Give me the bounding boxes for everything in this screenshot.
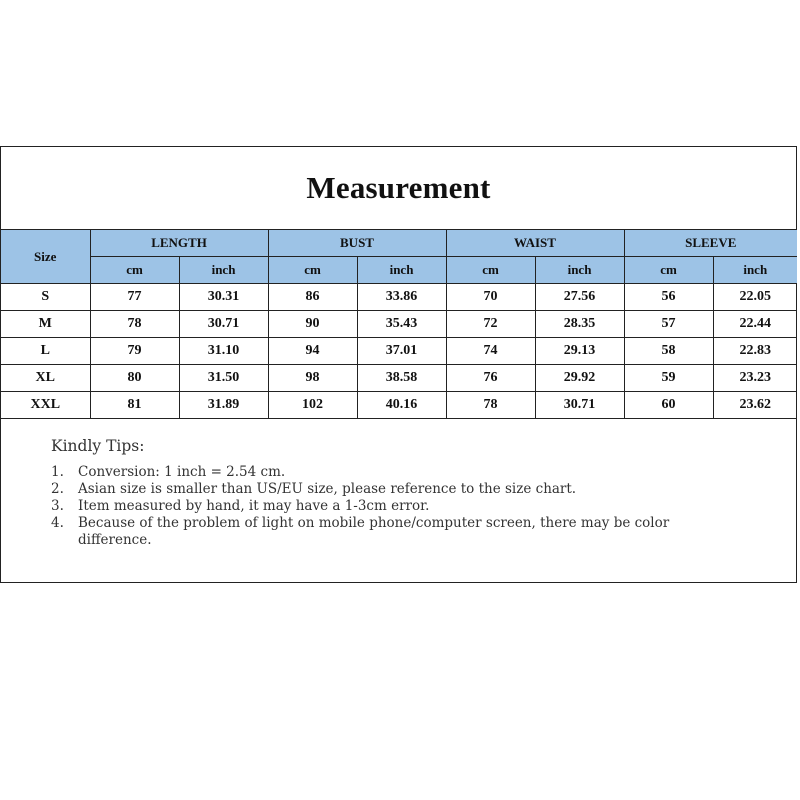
list-item-text: Conversion: 1 inch = 2.54 cm.	[78, 464, 286, 480]
bust-inch-cell: 33.86	[357, 284, 446, 311]
waist-inch-cell: 28.35	[535, 311, 624, 338]
sleeve-cm-cell: 56	[624, 284, 713, 311]
bust-cm-cell: 102	[268, 392, 357, 419]
list-item-text: Item measured by hand, it may have a 1-3cm error.	[78, 498, 430, 514]
waist-inch-cell: 29.92	[535, 365, 624, 392]
unit-header-cm: cm	[268, 257, 357, 284]
waist-inch-cell: 30.71	[535, 392, 624, 419]
tips-section	[51, 437, 751, 549]
waist-inch-cell: 27.56	[535, 284, 624, 311]
sleeve-inch-cell: 23.23	[713, 365, 797, 392]
unit-header-cm: cm	[446, 257, 535, 284]
size-cell: XL	[1, 365, 90, 392]
waist-cm-cell: 76	[446, 365, 535, 392]
table-row	[1, 338, 797, 365]
size-cell: M	[1, 311, 90, 338]
table-row	[1, 311, 797, 338]
tips-list	[51, 464, 751, 549]
group-header-bust: BUST	[268, 230, 446, 257]
list-item-number: 3.	[51, 498, 64, 514]
group-header-sleeve: SLEEVE	[624, 230, 797, 257]
list-item-text: Asian size is smaller than US/EU size, please reference to the size chart.	[78, 481, 577, 497]
list-item-number: 4.	[51, 515, 64, 531]
unit-header-inch: inch	[179, 257, 268, 284]
group-header-length: LENGTH	[90, 230, 268, 257]
waist-inch-cell: 29.13	[535, 338, 624, 365]
table-row	[1, 365, 797, 392]
waist-cm-cell: 70	[446, 284, 535, 311]
length-inch-cell: 30.31	[179, 284, 268, 311]
waist-cm-cell: 74	[446, 338, 535, 365]
size-cell: XXL	[1, 392, 90, 419]
list-item-number: 1.	[51, 464, 64, 480]
length-cm-cell: 78	[90, 311, 179, 338]
bust-inch-cell: 35.43	[357, 311, 446, 338]
bust-cm-cell: 98	[268, 365, 357, 392]
unit-header-cm: cm	[90, 257, 179, 284]
table-unit-header-row	[1, 257, 797, 284]
bust-inch-cell: 37.01	[357, 338, 446, 365]
length-cm-cell: 79	[90, 338, 179, 365]
size-column-header: Size	[1, 230, 90, 284]
sleeve-cm-cell: 57	[624, 311, 713, 338]
waist-cm-cell: 72	[446, 311, 535, 338]
length-inch-cell: 31.89	[179, 392, 268, 419]
sleeve-inch-cell: 23.62	[713, 392, 797, 419]
sleeve-inch-cell: 22.44	[713, 311, 797, 338]
sleeve-inch-cell: 22.83	[713, 338, 797, 365]
unit-header-inch: inch	[357, 257, 446, 284]
length-inch-cell: 31.10	[179, 338, 268, 365]
table-group-header-row	[1, 230, 797, 257]
list-item	[51, 498, 751, 515]
tips-heading: Kindly Tips:	[51, 437, 145, 455]
size-chart-panel	[0, 146, 797, 583]
length-cm-cell: 81	[90, 392, 179, 419]
list-item-text: Because of the problem of light on mobile phone/computer screen, there may be color difference.	[78, 515, 670, 548]
unit-header-inch: inch	[535, 257, 624, 284]
sleeve-cm-cell: 59	[624, 365, 713, 392]
length-inch-cell: 31.50	[179, 365, 268, 392]
sleeve-inch-cell: 22.05	[713, 284, 797, 311]
list-item	[51, 481, 751, 498]
table-row	[1, 392, 797, 419]
size-table	[1, 229, 797, 419]
bust-inch-cell: 40.16	[357, 392, 446, 419]
sleeve-cm-cell: 60	[624, 392, 713, 419]
bust-cm-cell: 90	[268, 311, 357, 338]
length-cm-cell: 80	[90, 365, 179, 392]
waist-cm-cell: 78	[446, 392, 535, 419]
unit-header-inch: inch	[713, 257, 797, 284]
size-cell: L	[1, 338, 90, 365]
sleeve-cm-cell: 58	[624, 338, 713, 365]
page-title: Measurement	[306, 170, 491, 205]
group-header-waist: WAIST	[446, 230, 624, 257]
unit-header-cm: cm	[624, 257, 713, 284]
table-row	[1, 284, 797, 311]
length-inch-cell: 30.71	[179, 311, 268, 338]
bust-inch-cell: 38.58	[357, 365, 446, 392]
size-cell: S	[1, 284, 90, 311]
bust-cm-cell: 94	[268, 338, 357, 365]
list-item-number: 2.	[51, 481, 64, 497]
length-cm-cell: 77	[90, 284, 179, 311]
bust-cm-cell: 86	[268, 284, 357, 311]
list-item	[51, 515, 751, 549]
list-item	[51, 464, 751, 481]
